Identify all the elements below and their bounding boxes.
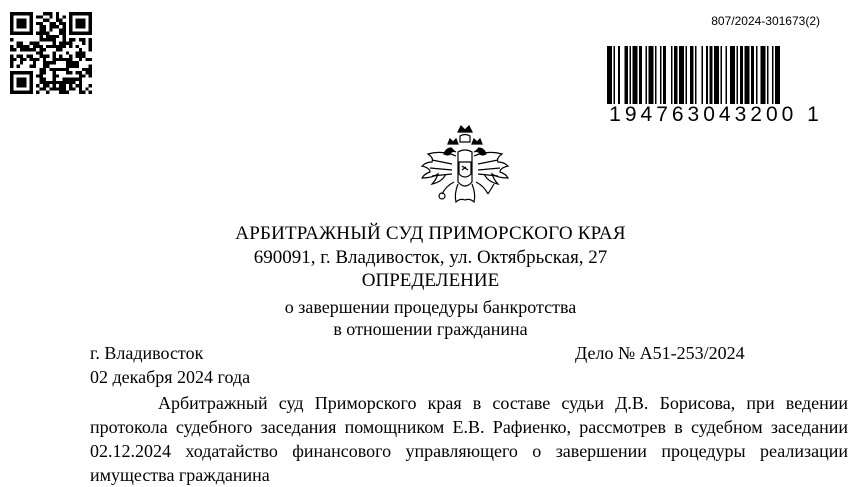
barcode-number: 194763043200 1 bbox=[605, 104, 827, 126]
case-number: Дело № А51-253/2024 bbox=[575, 343, 745, 363]
document-subject-line-2: в отношении гражданина bbox=[333, 319, 528, 339]
document-id: 807/2024-301673(2) bbox=[711, 14, 820, 28]
court-name: АРБИТРАЖНЫЙ СУД ПРИМОРСКОГО КРАЯ bbox=[235, 223, 626, 244]
court-address: 690091, г. Владивосток, ул. Октябрьская, 27 bbox=[253, 247, 608, 268]
document-city: г. Владивосток bbox=[90, 343, 204, 363]
document-subject-line-1: о завершении процедуры банкротства bbox=[284, 297, 577, 317]
qr-code-icon bbox=[10, 12, 92, 94]
body-paragraph: Арбитражный суд Приморского края в составе судьи Д.В. Борисова, при ведении протокола судебного заседания помощником Е.В. Рафиенко, рассмотрев в судебном заседании 02.12.2024 ходатайство финансового управляющего о завершении процедуры реализации имущества гражданина bbox=[90, 393, 848, 485]
document-date: 02 декабря 2024 года bbox=[90, 367, 251, 387]
document-title: ОПРЕДЕЛЕНИЕ bbox=[361, 270, 500, 291]
barcode-icon bbox=[605, 46, 827, 108]
coat-of-arms-icon bbox=[418, 122, 512, 218]
